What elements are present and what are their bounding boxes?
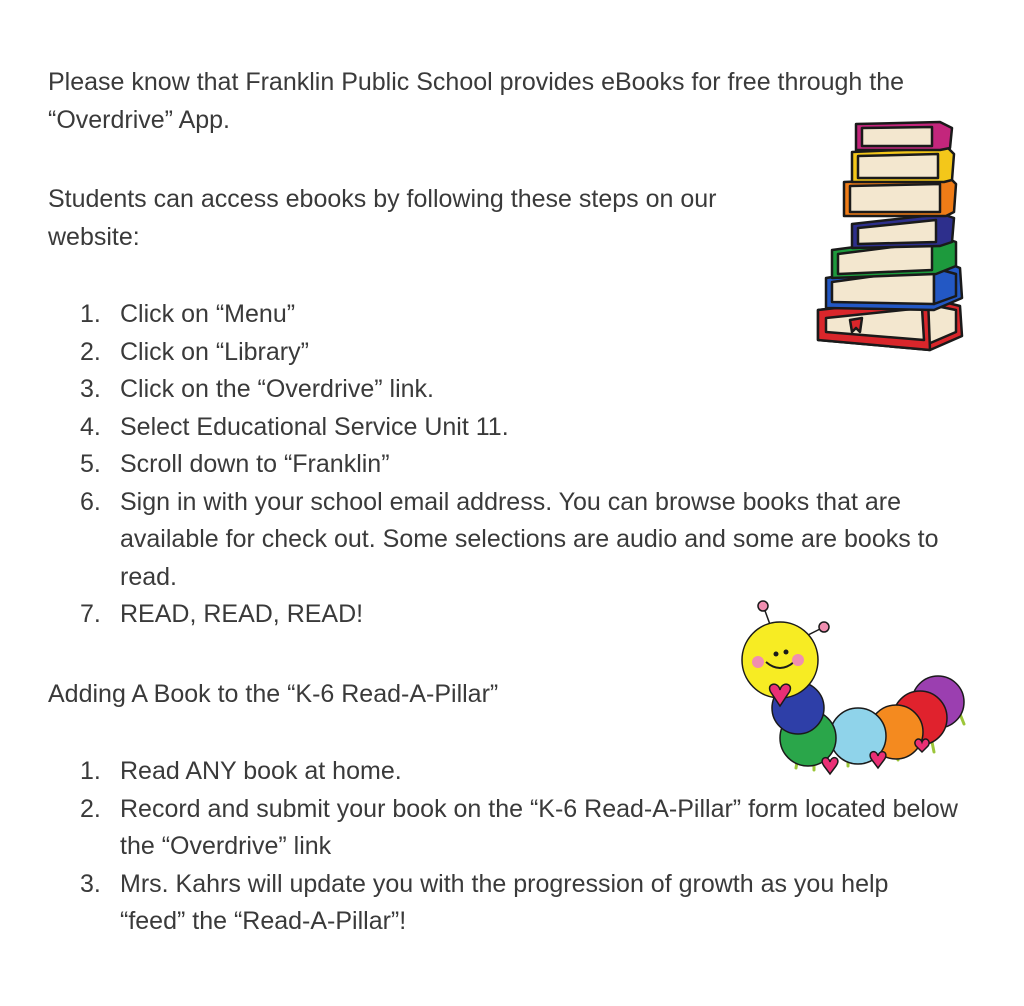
intro-line-1: Please know that Franklin Public School provides eBooks for free through the [48,68,905,96]
list-number: 5. [80,450,101,478]
list-item-text: Read ANY book at home. [120,757,402,785]
list-item-text: Scroll down to “Franklin” [120,450,390,478]
list-number: 2. [80,794,101,823]
list-number: 1. [80,300,101,328]
caterpillar-icon [736,596,972,778]
list-item-text: Click on the “Overdrive” link. [120,375,434,403]
list-item [80,446,990,484]
list-item-text: Mrs. Kahrs will update you with the progression of growth as you help “feed” the “Read-A-Pillar”! [120,869,889,935]
read-a-pillar-heading-text: Adding A Book to the “K-6 Read-A-Pillar” [48,680,499,708]
list-number: 3. [80,375,101,403]
access-line-1: Students can access ebooks by following these steps on our [48,185,717,213]
list-item-text: Click on “Library” [120,337,309,366]
read-a-pillar-heading [48,675,748,713]
list-item-text: Click on “Menu” [120,300,296,328]
list-item [80,484,990,597]
access-line-2: website: [48,223,140,251]
list-number: 7. [80,600,101,628]
list-item [80,866,960,941]
list-item [80,791,960,866]
list-item-text: Sign in with your school email address. You can browse books that are available for check out. Some selections are audio and some are books to read. [120,487,939,591]
book-stack-icon [810,118,968,358]
list-item-text: READ, READ, READ! [120,600,364,628]
list-item-text: Record and submit your book on the “K-6 Read-A-Pillar” form located below the “Overdrive” link [120,794,958,860]
list-item [80,409,990,447]
list-number: 6. [80,487,101,516]
read-a-pillar-steps-list [80,753,960,941]
access-paragraph [48,180,788,256]
list-number: 4. [80,412,101,441]
intro-line-2: “Overdrive” App. [48,106,231,134]
list-item-text: Select Educational Service Unit 11. [120,412,509,441]
list-item [80,371,990,409]
list-number: 1. [80,757,101,785]
list-number: 2. [80,337,101,366]
list-number: 3. [80,869,101,898]
